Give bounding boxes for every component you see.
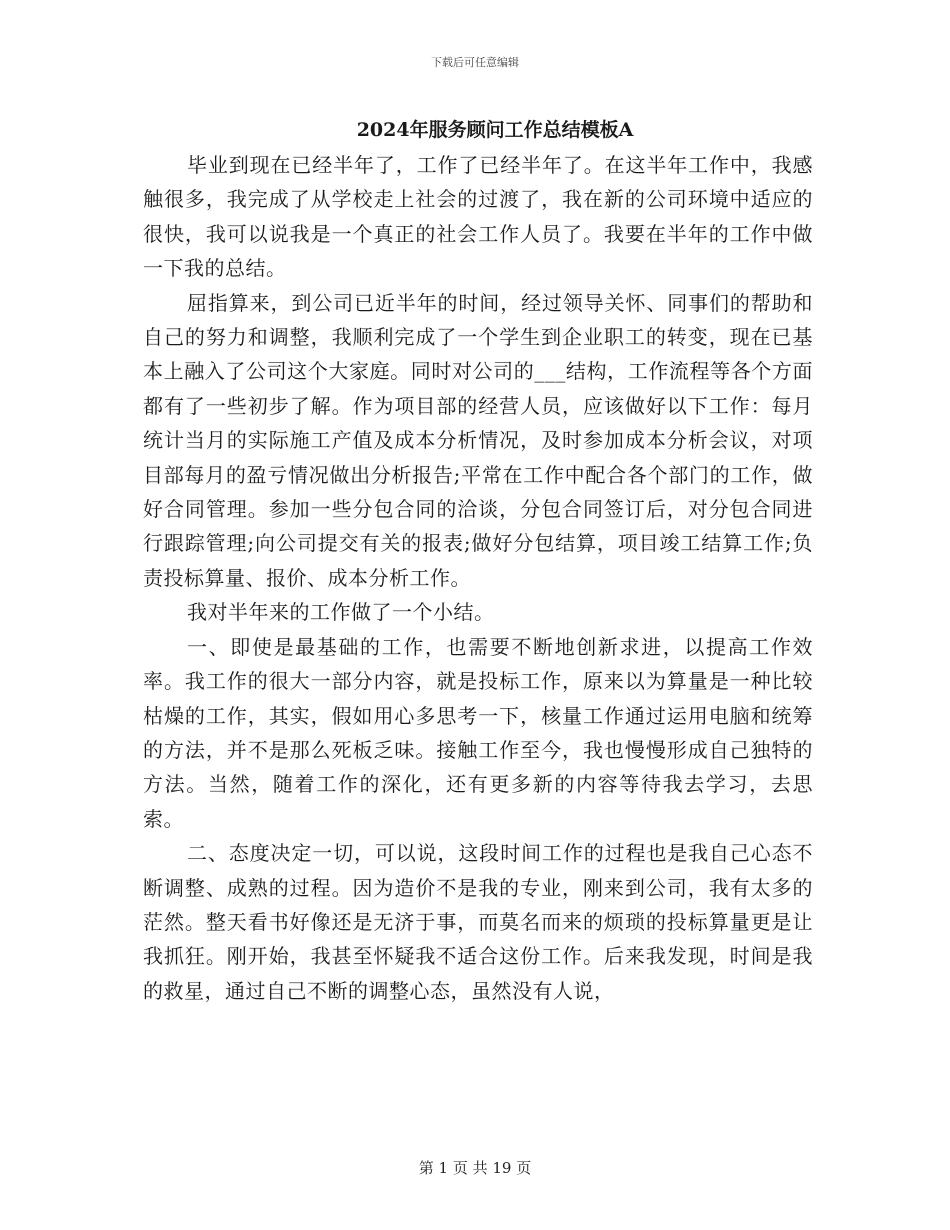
page-number-footer: 第 1 页 共 19 页 [418, 1159, 532, 1177]
paragraph-4: 一、即使是最基础的工作，也需要不断地创新求进，以提高工作效率。我工作的很大一部分内容，就是投标工作，原来以为算量是一种比较枯燥的工作，其实，假如用心多思考一下，核量工作通过运用电脑和统筹的方法，并不是那么死板乏味。接触工作至今，我也慢慢形成自己独特的方法。当然，随着工作的深化，还有更多新的内容等待我去学习，去思索。 [143, 634, 813, 831]
paragraph-1: 毕业到现在已经半年了，工作了已经半年了。在这半年工作中，我感触很多，我完成了从学校走上社会的过渡了，我在新的公司环境中适应的很快，我可以说我是一个真正的社会工作人员了。我要在半年的工作中做一下我的总结。 [143, 153, 813, 281]
paragraph-3: 我对半年来的工作做了一个小结。 [187, 600, 495, 625]
paragraph-2: 屈指算来，到公司已近半年的时间，经过领导关怀、同事们的帮助和自己的努力和调整，我顺利完成了一个学生到企业职工的转变，现在已基本上融入了公司这个大家庭。同时对公司的___结构，工作流程等各个方面都有了一些初步了解。作为项目部的经营人员，应该做好以下工作：每月统计当月的实际施工产值及成本分析情况，及时参加成本分析会议，对项目部每月的盈亏情况做出分析报告;平常在工作中配合各个部门的工作，做好合同管理。参加一些分包合同的洽谈，分包合同签订后，对分包合同进行跟踪管理;向公司提交有关的报表;做好分包结算，项目竣工结算工作;负责投标算量、报价、成本分析工作。 [143, 290, 813, 590]
page-header-note: 下载后可任意编辑 [431, 56, 519, 69]
document-title: 2024年服务顾问工作总结模板A [356, 119, 634, 141]
paragraph-5: 二、态度决定一切，可以说，这段时间工作的过程也是我自己心态不断调整、成熟的过程。因为造价不是我的专业，刚来到公司，我有太多的茫然。整天看书好像还是无济于事，而莫名而来的烦琐的投标算量更是让我抓狂。刚开始，我甚至怀疑我不适合这份工作。后来我发现，时间是我的救星，通过自己不断的调整心态，虽然没有人说， [143, 841, 813, 1003]
document-body [143, 148, 813, 1008]
